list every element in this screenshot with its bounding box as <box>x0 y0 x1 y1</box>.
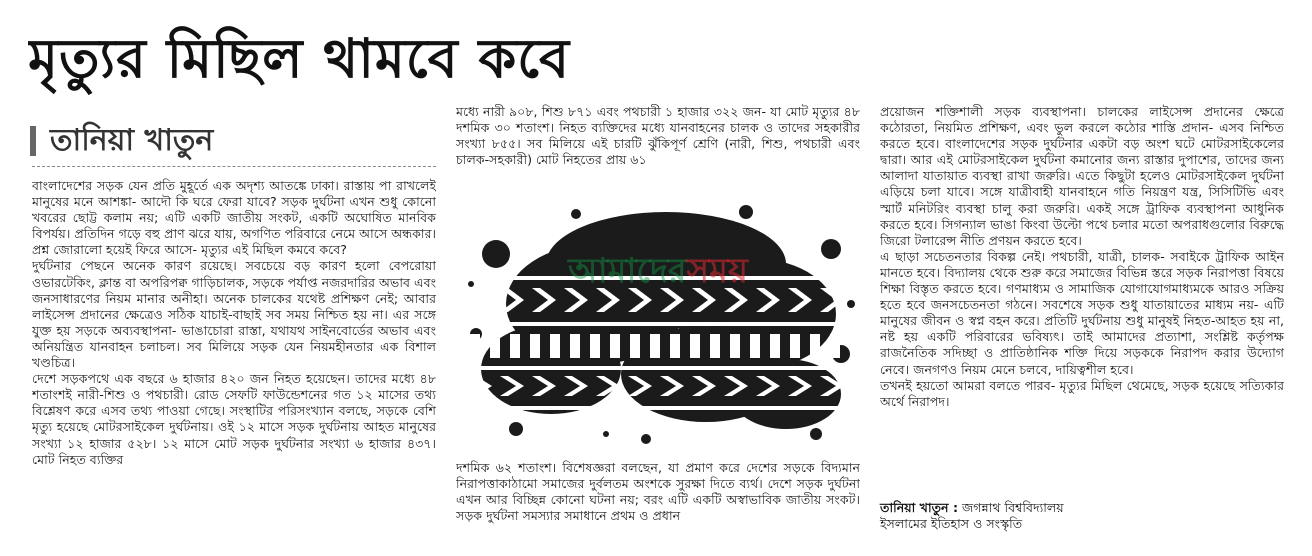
paragraph: বাংলাদেশের সড়ক যেন প্রতি মুহূর্তে এক অদৃশ্য আতঙ্কে ঢাকা। রাস্তায় পা রাখলেই মানুষের মনে আশঙ্কা- আদৌ কি ঘরে ফেরা যাবে? সড়ক দুর্ঘটনা এখন শুধু কোনো খবরের ছোট্ট কলাম নয়; এটি একটি জাতীয় সংকট, একটি অঘোষিত মানবিক বিপর্যয়। প্রতিদিন গড়ে বহু প্রাণ ঝরে যায়, অগণিত পরিবারে নেমে আসে অন্ধকার। প্রশ্ন জোরালো হয়েই ফিরে আসে- মৃত্যুর এই মিছিল কমবে কবে? <box>32 178 436 258</box>
signature-affiliation: জগন্নাথ বিশ্ববিদ্যালয় <box>962 500 1064 515</box>
paragraph: প্রয়োজন শক্তিশালী সড়ক ব্যবস্থাপনা। চালকের লাইসেন্স প্রদানের ক্ষেত্রে কঠোরতা, নিয়মিত প্রশিক্ষণ, এবং ভুল করলে কঠোর শাস্তি প্রদান- এসব নিশ্চিত করতে হবে। বাংলাদেশের সড়ক দুর্ঘটনার একটা বড় অংশ ঘটে মোটরসাইকেলের দ্বারা। আর এই মোটরসাইকেল দুর্ঘটনা কমানোর জন্য রাস্তার দুপাশের, তাদের জন্য আলাদা যাতায়াত ব্যবস্থা রাখা জরুরি। এতে কিছুটা হলেও মোটরসাইকেল দুর্ঘটনা এড়িয়ে চলা যাবে। সঙ্গে যাত্রীবাহী যানবাহনে গতি নিয়ন্ত্রণ যন্ত্র, সিসিটিভি এবং স্মার্ট মনিটরিং ব্যবস্থা চালু করা জরুরি। একই সঙ্গে ট্রাফিক ব্যবস্থাপনা আধুনিক করতে হবে। সিগন্যাল ভাঙা কিংবা উল্টো পথে চলার মতো অপরাধগুলোর বিরুদ্ধে জিরো টলারেন্স নীতি প্রণয়ন করতে হবে। <box>880 104 1284 248</box>
signature-department: ইসলামের ইতিহাস ও সংস্কৃতি <box>880 516 1023 532</box>
byline <box>30 118 213 164</box>
watermark-red: সময় <box>686 251 748 291</box>
headline: মৃত্যুর মিছিল থামবে কবে <box>28 27 571 90</box>
newspaper-watermark <box>460 245 856 302</box>
column-1 <box>32 178 436 550</box>
paragraph: তখনই হয়তো আমরা বলতে পারব- মৃত্যুর মিছিল থেমেছে, সড়ক হয়েছে সত্যিকার অর্থে নিরাপদ। <box>880 377 1284 409</box>
tire-track-illustration <box>456 194 860 452</box>
watermark-green: আমাদের <box>568 251 687 291</box>
byline-author: তানিয়া খাতুন <box>50 122 214 158</box>
column-2-top <box>456 104 860 186</box>
paragraph: দুর্ঘটনার পেছনে অনেক কারণ রয়েছে। সবচেয়ে বড় কারণ হলো বেপরোয়া ওভারটেকিং, ক্লান্ত বা অপরিপক্ব গাড়িচালক, সড়কে পর্যাপ্ত নজরদারির অভাব এবং জনসাধারণের নিয়ম মানার অনীহা। অনেক চালকের যথেষ্ট প্রশিক্ষণ নেই; আবার লাইসেন্স প্রদানের ক্ষেত্রেও সঠিক যাচাই-বাছাই সব সময় নিশ্চিত হয় না। এর সঙ্গে যুক্ত হয় সড়কে অব্যবস্থাপনা- ভাঙাচোরা রাস্তা, যথাযথ সাইনবোর্ডের অভাব এবং অনিয়ন্ত্রিত যানবাহন চলাচল। সব মিলিয়ে সড়ক যেন নিয়মহীনতার এক বিশাল খণ্ডচিত্র। <box>32 258 436 371</box>
signature-name: তানিয়া খাতুন : <box>880 500 958 515</box>
column-3 <box>880 104 1284 452</box>
paragraph: দশমিক ৬২ শতাংশ। বিশেষজ্ঞরা বলছেন, যা প্রমাণ করে দেশের সড়কে বিদ্যমান নিরাপত্তাকাঠামো সমাজের দুর্বলতম অংশকে সুরক্ষা দিতে ব্যর্থ। দেশে সড়ক দুর্ঘটনা এখন আর বিচ্ছিন্ন কোনো ঘটনা নয়; বরং এটি একটি অস্বাভাবিক জাতীয় সংকট। সড়ক দুর্ঘটনা সমস্যার সমাধানে প্রথম ও প্রধান <box>456 460 860 524</box>
paragraph: দেশে সড়কপথে এক বছরে ৬ হাজার ৪২০ জন নিহত হয়েছেন। তাদের মধ্যে ৪৮ শতাংশই নারী-শিশু ও পথচারী। রোড সেফটি ফাউন্ডেশনের গত ১২ মাসের তথ্য বিশ্লেষণ করে এসব তথ্য পাওয়া গেছে। সংস্থাটির পরিসংখ্যান বলছে, সড়কে বেশি মৃত্যু হয়েছে মোটরসাইকেল দুর্ঘটনায়। ওই ১২ মাসে সড়ক দুর্ঘটনায় আহত মানুষের সংখ্যা ১২ হাজার ৫২৮। ১২ মাসে মোট সড়ক দুর্ঘটনার সংখ্যা ৬ হাজার ৪৩৭। মোট নিহত ব্যক্তির <box>32 371 436 467</box>
paragraph: এ ছাড়া সচেতনতার বিকল্প নেই। পথচারী, যাত্রী, চালক- সবাইকে ট্রাফিক আইন মানতে হবে। বিদ্যালয় থেকে শুরু করে সমাজের বিভিন্ন স্তরে সড়ক নিরাপত্তা বিষয়ে শিক্ষা বিস্তৃত করতে হবে। গণমাধ্যম ও সামাজিক যোগাযোগমাধ্যমকে আরও সক্রিয় হতে হবে জনসচেতনতা গঠনে। সবশেষে সড়ক শুধু যাতায়াতের মাধ্যম নয়- এটি মানুষের জীবন ও স্বপ্ন বহন করে। প্রতিটি দুর্ঘটনায় শুধু মানুষই নিহত-আহত হয় না, নষ্ট হয় একটি পরিবারের ভবিষ্যৎ। তাই আমাদের প্রত্যাশা, সংশ্লিষ্ট কর্তৃপক্ষ রাজনৈতিক সদিচ্ছা ও প্রাতিষ্ঠানিক শক্তি দিয়ে সড়ককে নিরাপদ করার উদ্যোগ নেবে। জনগণও নিয়ম মেনে চলবে, দায়িত্বশীল হবে। <box>880 248 1284 377</box>
byline-divider <box>32 166 436 167</box>
author-signature <box>880 500 1284 533</box>
column-2-bottom <box>456 460 860 552</box>
paragraph: মধ্যে নারী ৯০৮, শিশু ৮৭১ এবং পথচারী ১ হাজার ৩২২ জন- যা মোট মৃত্যুর ৪৮ দশমিক ৩০ শতাংশ। নিহত ব্যক্তিদের মধ্যে যানবাহনের চালক ও তাদের সহকারীর সংখ্যা ৮৫৫। সব মিলিয়ে এই চারটি ঝুঁকিপূর্ণ শ্রেণি (নারী, শিশু, পথচারী এবং চালক-সহকারী) মোট নিহতের প্রায় ৬১ <box>456 104 860 168</box>
byline-bar <box>30 126 36 156</box>
